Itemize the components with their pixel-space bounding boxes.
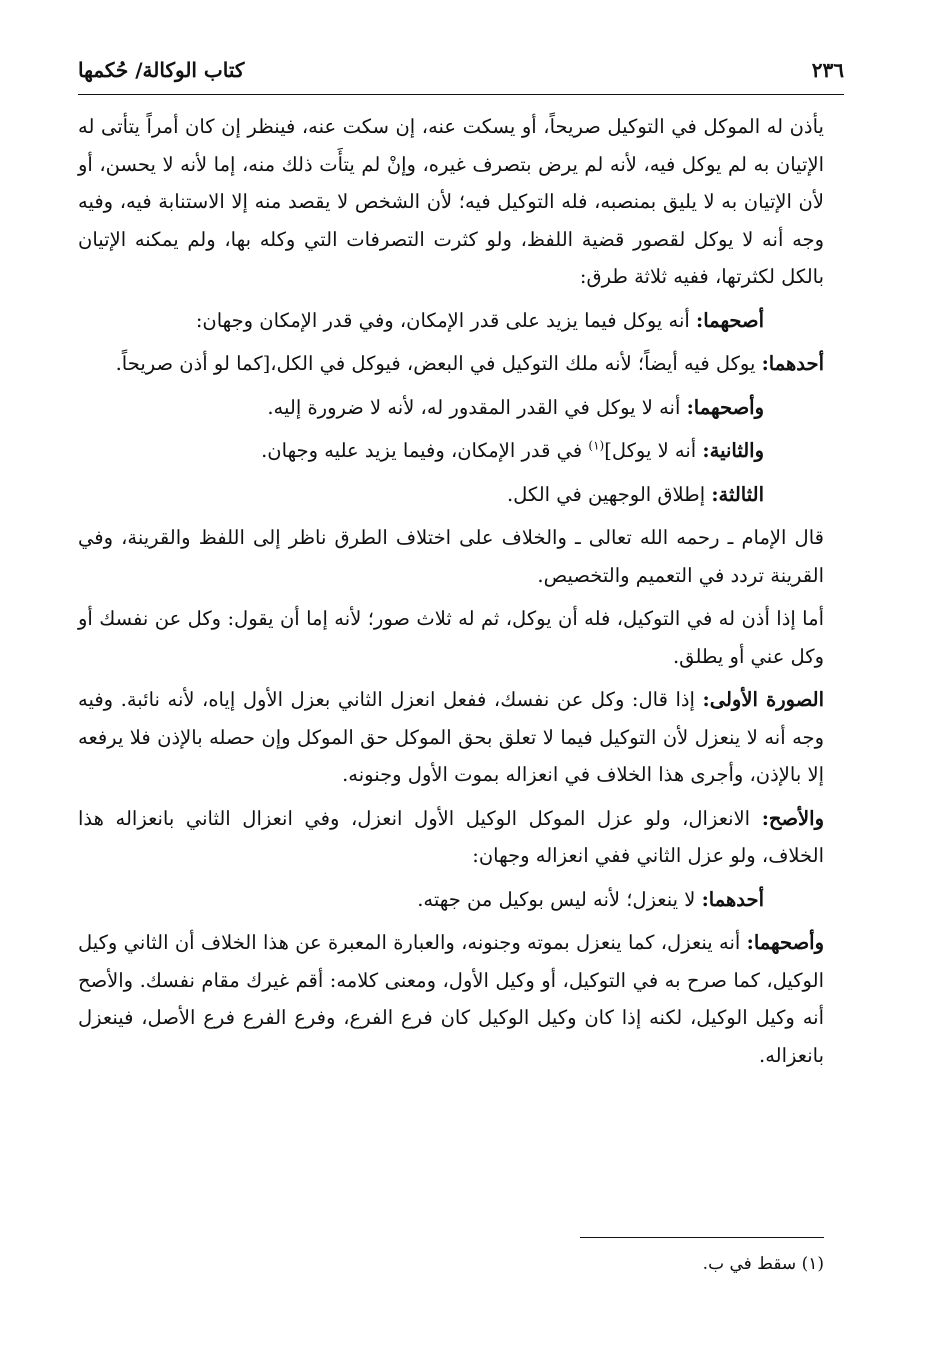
paragraph-label: أحدهما: [761,352,824,375]
paragraph-label: أحدهما: [701,887,764,911]
main-text [78,108,824,1080]
paragraph-label: والأصح: [761,806,824,830]
paragraph [78,881,824,919]
paragraph-text: لا ينعزل؛ لأنه ليس بوكيل من جهته. [417,887,696,911]
paragraph-label: وأصحهما: [686,395,764,419]
paragraph-label: الصورة الأولى: [702,688,824,711]
paragraph-label: وأصحهما: [746,931,825,954]
footnote-divider [580,1237,824,1238]
paragraph [78,600,824,675]
paragraph-text: أنه يوكل فيما يزيد على قدر الإمكان، وفي قدر الإمكان وجهان: [195,308,690,332]
paragraph-text: أما إذا أذن له في التوكيل، فله أن يوكل، ثم له ثلاث صور؛ لأنه إما أن يقول: وكل عن نفسك أو وكل عني أو يطلق. [78,607,824,668]
paragraph [78,302,824,340]
running-title: كتاب الوكالة/ حُكمها [78,58,245,82]
paragraph [78,345,824,383]
paragraph-text: أنه لا يوكل] [604,439,697,462]
paragraph-text: قال الإمام ـ رحمه الله تعالى ـ والخلاف على اختلاف الطرق ناظر إلى اللفظ والقرينة، وفي القرينة تردد في التعميم والتخصيص. [78,526,824,587]
paragraph [78,476,824,514]
paragraph [78,389,824,427]
header-divider [78,94,844,95]
footnote-text: سقط في ب. [702,1254,797,1274]
paragraph [78,800,824,875]
paragraph [78,924,824,1074]
paragraph-text: أنه ينعزل، كما ينعزل بموته وجنونه، والعبارة المعبرة عن هذا الخلاف أن الثاني وكيل الوكيل، كما صرح به في التوكيل، أو وكيل الأول، ومعنى كلامه: أقم غيرك مقام نفسك. والأصح أنه وكيل الوكيل، لكنه إذا كان وكيل الوكيل كان فرع الفرع، وفرع الفرع فرع الأصل، فينعزل بانعزاله. [78,931,824,1067]
paragraph-text: في قدر الإمكان، وفيما يزيد عليه وجهان. [261,439,589,462]
paragraph [78,108,824,296]
paragraph-text: يأذن له الموكل في التوكيل صريحاً، أو يسكت عنه، إن سكت عنه، فينظر إن كان أمراً يتأتى له الإتيان به لم يوكل فيه، لأنه لم يرض بتصرف غيره، وإنْ لم يتأَت ذلك منه، إما لأنه لا يحسن، أو لأن الإتيان به لا يليق بمنصبه، فله التوكيل فيه؛ لأن الشخص لا يقصد منه إلا الاستنابة فيه، وفيه وجه أنه لا يوكل لقصور قضية اللفظ، ولو كثرت التصرفات التي وكله بها، ولم يمكنه الإتيان بالكل لكثرتها، ففيه ثلاثة طرق: [78,115,824,288]
footnote [78,1250,824,1278]
paragraph-text: أنه لا يوكل في القدر المقدور له، لأنه لا ضرورة إليه. [267,395,681,419]
paragraph-text: إطلاق الوجهين في الكل. [506,482,706,506]
paragraph-label: الثالثة: [711,482,764,506]
paragraph [78,681,824,794]
footnote-reference: (١) [588,438,605,453]
paragraph-text: الانعزال، ولو عزل الموكل الوكيل الأول انعزل، وفي انعزال الثاني بانعزاله هذا الخلاف، ولو عزل الثاني ففي انعزاله وجهان: [78,806,824,867]
running-header [78,48,844,92]
paragraph-label: أصحهما: [696,308,764,332]
paragraph-text: يوكل فيه أيضاً؛ لأنه ملك التوكيل في البعض، فيوكل في الكل،[كما لو أذن صريحاً. [115,352,756,375]
paragraph [78,432,824,470]
paragraph-text: إذا قال: وكل عن نفسك، ففعل انعزل الثاني بعزل الأول إياه، لأنه نائبة. وفيه وجه أنه لا ينعزل لأن التوكيل فيما لا تعلق بحق الموكل حق الموكل وإن حصله بالإذن فلا يرفعه إلا بالإذن، وأجرى هذا الخلاف في انعزاله بموت الأول وجنونه. [78,688,824,786]
paragraph-label: والثانية: [702,439,764,462]
footnote-number: (١) [801,1254,824,1274]
paragraph [78,519,824,594]
page-number: ٢٣٦ [811,58,844,82]
